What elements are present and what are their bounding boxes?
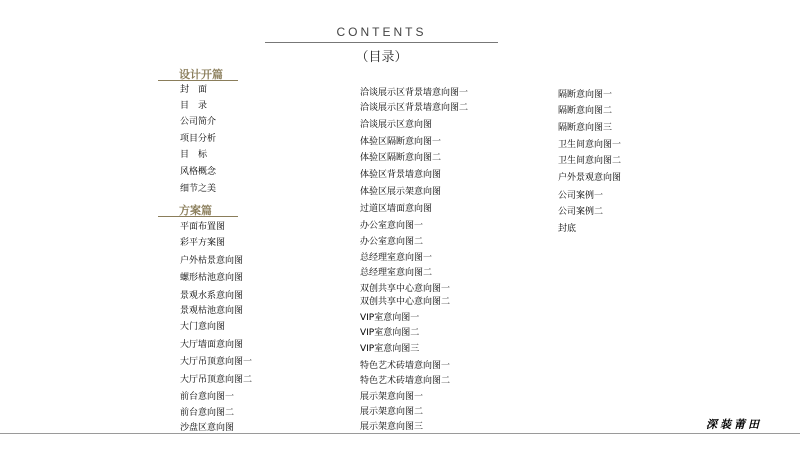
toc-item[interactable]: 平面布置图	[180, 222, 226, 232]
toc-item[interactable]: 目 标	[180, 150, 208, 160]
toc-item[interactable]: 洽谈展示区意向图	[360, 120, 433, 130]
toc-item[interactable]: 体验区展示架意向图	[360, 187, 442, 197]
section-title-plan: 方案篇	[179, 204, 212, 217]
toc-item[interactable]: 特色艺术砖墙意向图二	[360, 376, 451, 386]
toc-item[interactable]: 总经理室意向图一	[360, 253, 433, 263]
toc-item[interactable]: 前台意向图一	[180, 392, 235, 402]
toc-item[interactable]: 景观枯池意向图	[180, 306, 244, 316]
toc-item[interactable]: 展示架意向图二	[360, 407, 424, 417]
toc-item[interactable]: 洽谈展示区背景墙意向图一	[360, 88, 469, 98]
toc-item[interactable]: 办公室意向图二	[360, 237, 424, 247]
header-divider	[265, 42, 498, 43]
contents-subtitle: （目录）	[355, 50, 408, 65]
toc-item[interactable]: 公司简介	[180, 117, 217, 127]
toc-item[interactable]: 展示架意向图一	[360, 392, 424, 402]
toc-item[interactable]: 卫生间意向图一	[558, 140, 622, 150]
toc-item[interactable]: 洽谈展示区背景墙意向图二	[360, 103, 469, 113]
toc-item[interactable]: 户外景观意向图	[558, 173, 622, 183]
toc-item[interactable]: 办公室意向图一	[360, 221, 424, 231]
toc-item[interactable]: 卫生间意向图二	[558, 156, 622, 166]
toc-item[interactable]: 大厅墙面意向图	[180, 340, 244, 350]
section-divider-design	[158, 80, 238, 81]
toc-item[interactable]: 过道区墙面意向图	[360, 204, 433, 214]
toc-item[interactable]: VIP室意向图一	[360, 313, 420, 323]
toc-item[interactable]: 展示架意向图三	[360, 422, 424, 432]
toc-item[interactable]: 项目分析	[180, 134, 217, 144]
toc-item[interactable]: 大门意向图	[180, 322, 226, 332]
toc-item[interactable]: 封底	[558, 224, 577, 234]
brand-logo-text: 深装莆田	[706, 418, 762, 431]
toc-item[interactable]: 大厅吊顶意向图一	[180, 357, 253, 367]
toc-item[interactable]: 彩平方案图	[180, 238, 226, 248]
section-title-design: 设计开篇	[179, 68, 223, 81]
toc-item[interactable]: 风格概念	[180, 167, 217, 177]
contents-title: CONTENTS	[336, 25, 427, 39]
toc-item[interactable]: 大厅吊顶意向图二	[180, 375, 253, 385]
toc-item[interactable]: 特色艺术砖墙意向图一	[360, 361, 451, 371]
toc-item[interactable]: 隔断意向图三	[558, 123, 613, 133]
toc-item[interactable]: 总经理室意向图二	[360, 268, 433, 278]
toc-item[interactable]: 公司案例二	[558, 207, 604, 217]
toc-item[interactable]: 隔断意向图二	[558, 106, 613, 116]
toc-item[interactable]: 沙盘区意向图	[180, 423, 235, 433]
toc-item[interactable]: 体验区隔断意向图二	[360, 153, 442, 163]
toc-item[interactable]: 体验区隔断意向图一	[360, 137, 442, 147]
toc-item[interactable]: 双创共享中心意向图一	[360, 284, 451, 294]
toc-item[interactable]: 体验区背景墙意向图	[360, 170, 442, 180]
toc-item[interactable]: 目 录	[180, 101, 208, 111]
section-divider-plan	[158, 216, 238, 217]
toc-item[interactable]: VIP室意向图二	[360, 328, 420, 338]
toc-item[interactable]: 螺形枯池意向图	[180, 273, 244, 283]
toc-item[interactable]: 公司案例一	[558, 191, 604, 201]
toc-item[interactable]: 户外枯景意向图	[180, 256, 244, 266]
toc-item[interactable]: 景观水系意向图	[180, 291, 244, 301]
toc-item[interactable]: 前台意向图二	[180, 408, 235, 418]
toc-item[interactable]: VIP室意向图三	[360, 344, 420, 354]
footer-divider	[0, 433, 800, 434]
toc-item[interactable]: 细节之美	[180, 184, 217, 194]
toc-item[interactable]: 封 面	[180, 85, 208, 95]
toc-item[interactable]: 隔断意向图一	[558, 90, 613, 100]
toc-item[interactable]: 双创共享中心意向图二	[360, 297, 451, 307]
